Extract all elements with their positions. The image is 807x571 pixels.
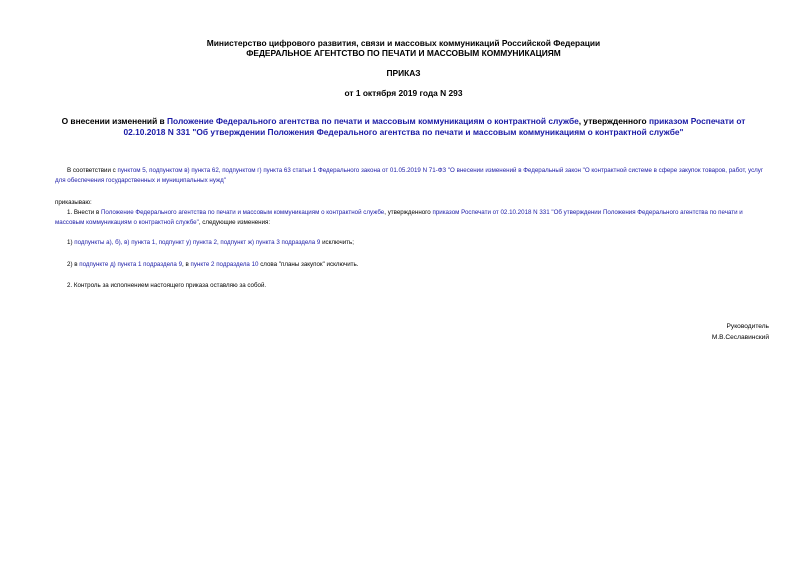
item1-link-order[interactable]: приказом Роспечати от 02.10.2018 N 331 "Об утверждении Положения Федерального агентства по печати и массовым коммуникациям о контрактной службе" [55, 209, 743, 226]
document-title [40, 116, 767, 137]
paragraph-subitem-1: 1) подпункты а), б), в) пункта 1, подпункт у) пункта 2, подпункт ж) пункта 3 подраздела 9 исключить; [67, 239, 354, 246]
paragraph-order-word: приказываю: [55, 199, 92, 206]
subitem1-link[interactable]: подпункты а), б), в) пункта 1, подпункт у) пункта 2, подпункт ж) пункта 3 подраздела 9 [74, 239, 321, 246]
item1-link-regulation[interactable]: Положение Федерального агентства по печати и массовым коммуникациям о контрактной службе [100, 209, 385, 216]
paragraph-item-1: 1. Внести в Положение Федерального агентства по печати и массовым коммуникациям о контрактной службе, утвержденного приказом Роспечати от 02.10.2018 N 331 "Об утверждении Положения Федерального агентства по печати и массовым коммуникациям о контрактной службе", следующие изменения: [55, 209, 743, 226]
signature-position: Руководитель [726, 323, 769, 330]
document-date-number: от 1 октября 2019 года N 293 [344, 88, 463, 98]
basis-text-1: В соответствии с [67, 167, 118, 174]
document-type: ПРИКАЗ [386, 68, 421, 78]
paragraph-subitem-2: 2) в подпункте д) пункта 1 подраздела 9, в пункте 2 подраздела 10 слова "планы закупок" исключить. [67, 261, 359, 268]
subitem2-link-2[interactable]: пункте 2 подраздела 10 [190, 261, 259, 268]
title-link-regulation[interactable]: Положение Федерального агентства по печати и массовым коммуникациям о контрактной службе [167, 116, 579, 126]
paragraph-basis [55, 166, 770, 186]
title-link-order[interactable]: приказом Роспечати от 02.10.2018 N 331 "Об утверждении Положения Федерального агентства по печати и массовым коммуникациям о контрактной службе" [123, 116, 746, 137]
paragraph-item-2: 2. Контроль за исполнением настоящего приказа оставляю за собой. [67, 282, 267, 289]
ministry-heading: Министерство цифрового развития, связи и массовых коммуникаций Российской Федерации [206, 38, 601, 48]
subitem2-link-1[interactable]: подпункте д) пункта 1 подраздела 9 [79, 261, 183, 268]
agency-heading: ФЕДЕРАЛЬНОЕ АГЕНТСТВО ПО ПЕЧАТИ И МАССОВЫМ КОММУНИКАЦИЯМ [246, 48, 561, 58]
title-text-2: , утвержденного [578, 116, 649, 126]
basis-link-law[interactable]: пунктом 5, подпунктом в) пункта 62, подпунктом г) пункта 63 статьи 1 Федерального закона от 01.05.2019 N 71-ФЗ "О внесении изменений в Федеральный закон "О контрактной системе в сфере закупок товаров, работ, услуг для обеспечения государственных и муниципальных нужд" [55, 167, 764, 184]
title-text-1: О внесении изменений в [61, 116, 168, 126]
signature-name: М.В.Сеславинский [711, 334, 769, 341]
